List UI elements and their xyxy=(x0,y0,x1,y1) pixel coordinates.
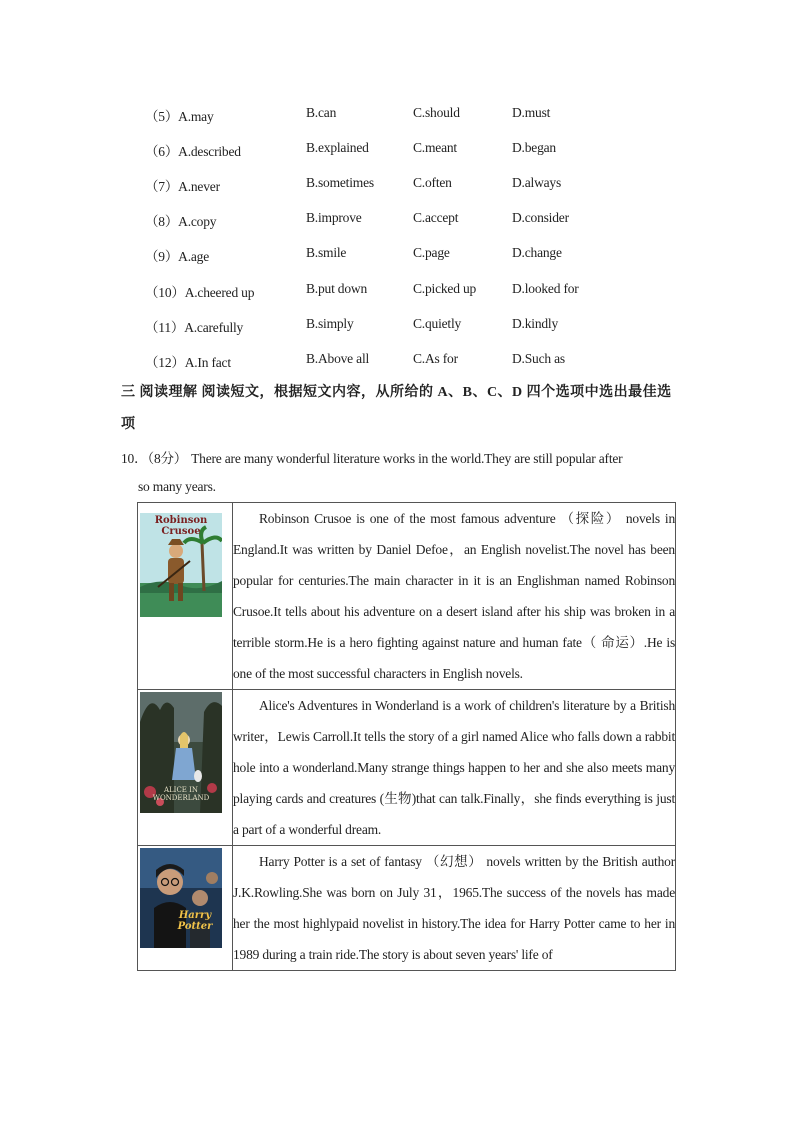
option-d: D.kindly xyxy=(512,316,559,331)
alice-in-wonderland-cover xyxy=(140,692,222,813)
cover-title: ALICE IN WONDERLAND xyxy=(152,786,210,802)
option-c: C.quietly xyxy=(413,316,462,331)
option-d: D.change xyxy=(512,245,562,260)
option-a: （11）A.carefully xyxy=(145,320,244,335)
option-a: （6）A.described xyxy=(145,144,241,159)
option-c: C.picked up xyxy=(413,281,477,296)
option-b: B.explained xyxy=(306,140,369,155)
option-b: B.smile xyxy=(306,245,347,260)
section-heading: 三 阅读理解 阅读短文，根据短文内容，从所给的 A、B、C、D 四个选项中选出最佳选项 xyxy=(121,385,672,432)
literature-works-table xyxy=(137,502,676,971)
harry-potter-cover xyxy=(140,848,222,948)
option-d: D.consider xyxy=(512,210,569,225)
option-b: B.simply xyxy=(306,316,354,331)
work-description: Robinson Crusoe is one of the most famous adventure （探险） novels in England.It was written by Daniel Defoe，an English novelist.The novel has been popular for centuries.The main character in it is an Englishman named Robinson Crusoe.It tells about his adventure on a desert island after his ship was broken in a terrible storm.He is a hero fighting against nature and human fate（ 命运）.He is one of the most successful characters in English novels. xyxy=(233,503,676,690)
option-a: （12）A.In fact xyxy=(145,355,231,370)
option-a: （10）A.cheered up xyxy=(145,285,255,300)
option-c: C.As for xyxy=(413,351,458,366)
table-row xyxy=(138,503,676,690)
cover-title: Robinson Crusoe xyxy=(154,515,208,537)
question-intro xyxy=(121,447,622,467)
table-row xyxy=(138,846,676,971)
option-c: C.accept xyxy=(413,210,459,225)
option-c: C.often xyxy=(413,175,452,190)
option-c: C.meant xyxy=(413,140,457,155)
option-d: D.always xyxy=(512,175,562,190)
image-cell xyxy=(138,846,233,971)
question-score: （8分） xyxy=(147,451,188,466)
option-c: C.page xyxy=(413,245,450,260)
option-b: B.sometimes xyxy=(306,175,374,190)
option-c: C.should xyxy=(413,105,460,120)
option-d: D.began xyxy=(512,140,556,155)
image-cell xyxy=(138,690,233,846)
work-description: Alice's Adventures in Wonderland is a work of children's literature by a British writer，Lewis Carroll.It tells the story of a girl named Alice who falls down a rabbit hole into a wonderland.Many strange things happen to her and she also meets many playing cards and creatures (生物)that can talk.Finally，she finds everything is just a part of a wonderful dream. xyxy=(233,690,676,846)
cover-title: Harry Potter xyxy=(177,910,213,932)
option-a: （5）A.may xyxy=(145,109,214,124)
option-b: B.Above all xyxy=(306,351,370,366)
question-intro-line1: There are many wonderful literature works in the world.They are still popular after xyxy=(191,451,623,466)
option-d: D.Such as xyxy=(512,351,565,366)
option-d: D.must xyxy=(512,105,551,120)
option-b: B.improve xyxy=(306,210,362,225)
option-a: （9）A.age xyxy=(145,249,210,264)
question-intro-line2: so many years. xyxy=(138,479,216,494)
option-a: （7）A.never xyxy=(145,179,220,194)
option-b: B.can xyxy=(306,105,337,120)
question-number: 10． xyxy=(121,451,148,466)
option-a: （8）A.copy xyxy=(145,214,217,229)
option-b: B.put down xyxy=(306,281,368,296)
robinson-crusoe-cover xyxy=(140,513,222,617)
table-row xyxy=(138,690,676,846)
work-description: Harry Potter is a set of fantasy （幻想） novels written by the British author J.K.Rowling.She was born on July 31，1965.The success of the novels has made her the most highlypaid novelist in history.The idea for Harry Potter came to her in 1989 during a train ride.The story is about seven years' life of xyxy=(233,846,676,971)
option-d: D.looked for xyxy=(512,281,579,296)
image-cell xyxy=(138,503,233,690)
